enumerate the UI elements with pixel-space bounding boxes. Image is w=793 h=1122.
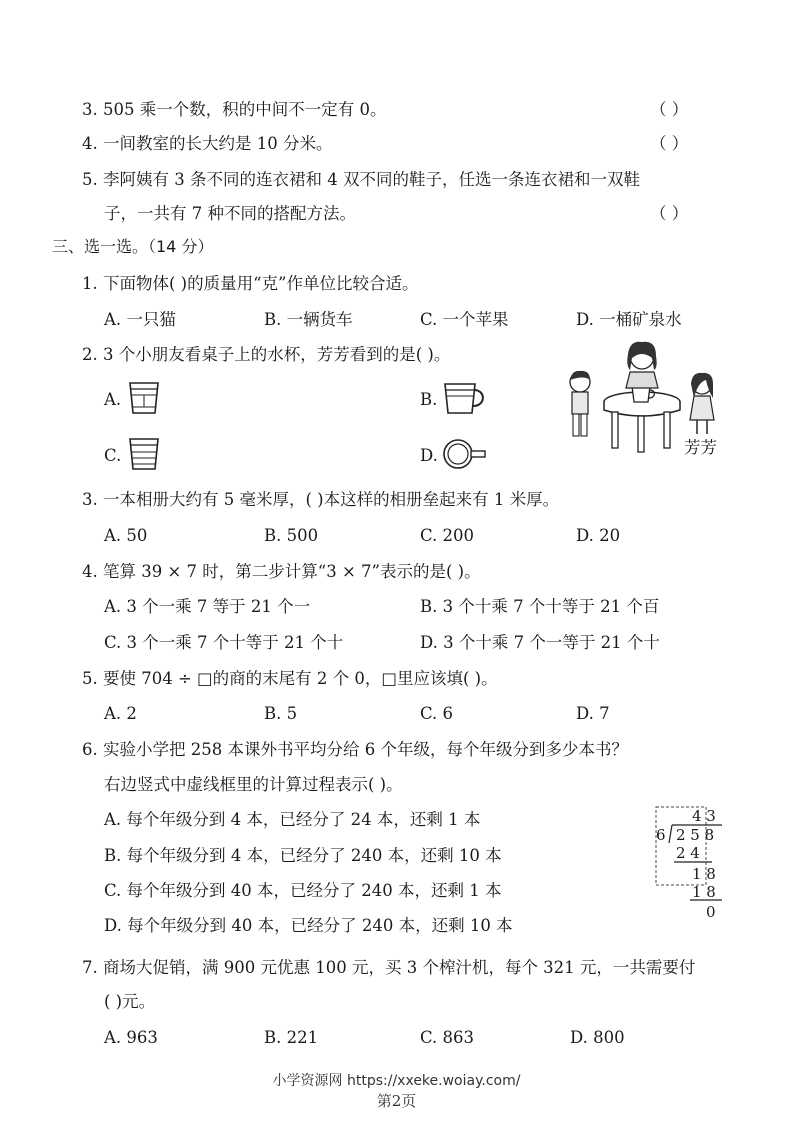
q2-option-a[interactable]: A. (104, 390, 122, 409)
q6-option-d[interactable]: D. 每个年级分到 40 本，已经分了 240 本，还剩 10 本 (104, 916, 513, 935)
q3-option-a[interactable]: A. 50 (104, 526, 148, 545)
q3-option-b[interactable]: B. 500 (264, 526, 319, 545)
q2-text: 2. 3 个小朋友看桌子上的水杯，芳芳看到的是( )。 (82, 345, 451, 364)
q7-text-line2: ( )元。 (104, 992, 156, 1011)
longdiv-divisor: 6 (656, 826, 666, 844)
longdiv-row-3: 1 8 (692, 883, 716, 901)
q3-option-c[interactable]: C. 200 (420, 526, 475, 545)
long-division-figure (650, 805, 730, 925)
q4-option-d[interactable]: D. 3 个十乘 7 个一等于 21 个十 (420, 633, 660, 652)
cup-top-view-icon (440, 436, 490, 472)
q7-option-a[interactable]: A. 963 (104, 1028, 158, 1047)
q6-option-b[interactable]: B. 每个年级分到 4 本，已经分了 240 本，还剩 10 本 (104, 846, 502, 865)
q3-text: 3. 一本相册大约有 5 毫米厚，( )本这样的相册垒起来有 1 米厚。 (82, 490, 560, 509)
answer-paren-q3[interactable]: （ ） (650, 100, 689, 119)
q1-option-a[interactable]: A. 一只猫 (104, 310, 176, 329)
judge-q5-line1: 5. 李阿姨有 3 条不同的连衣裙和 4 双不同的鞋子，任选一条连衣裙和一双鞋 (82, 170, 640, 189)
q7-option-c[interactable]: C. 863 (420, 1028, 475, 1047)
q1-option-c[interactable]: C. 一个苹果 (420, 310, 509, 329)
answer-paren-q4[interactable]: （ ） (650, 134, 689, 153)
q3-option-d[interactable]: D. 20 (576, 526, 621, 545)
q2-option-c[interactable]: C. (104, 446, 122, 465)
q5-option-d[interactable]: D. 7 (576, 704, 610, 723)
judge-q3: 3. 505 乘一个数，积的中间不一定有 0。 (82, 100, 387, 119)
q1-text: 1. 下面物体( )的质量用“克”作单位比较合适。 (82, 274, 419, 293)
q4-option-b[interactable]: B. 3 个十乘 7 个十等于 21 个百 (420, 597, 660, 616)
q6-option-c[interactable]: C. 每个年级分到 40 本，已经分了 240 本，还剩 1 本 (104, 881, 502, 900)
q1-option-d[interactable]: D. 一桶矿泉水 (576, 310, 682, 329)
longdiv-dividend: 2 5 8 (676, 826, 715, 844)
longdiv-row-2: 1 8 (692, 865, 716, 883)
q6-option-a[interactable]: A. 每个年级分到 4 本，已经分了 24 本，还剩 1 本 (104, 810, 481, 829)
longdiv-row-1: 2 4 (676, 844, 700, 862)
cup-stacked-view-icon (124, 436, 164, 472)
q5-text: 5. 要使 704 ÷ □的商的末尾有 2 个 0，□里应该填( )。 (82, 669, 498, 688)
q2-option-b[interactable]: B. (420, 390, 438, 409)
section-title: 三、选一选。（14 分） (52, 237, 214, 256)
page-number: 第2页 (376, 1092, 417, 1110)
q7-option-d[interactable]: D. 800 (570, 1028, 625, 1047)
cup-side-view-icon (124, 380, 164, 416)
longdiv-row-4: 0 (706, 903, 716, 921)
q2-option-d[interactable]: D. (420, 446, 438, 465)
q5-option-b[interactable]: B. 5 (264, 704, 298, 723)
judge-q5-line2: 子，一共有 7 种不同的搭配方法。 (104, 204, 356, 223)
q4-option-a[interactable]: A. 3 个一乘 7 等于 21 个一 (104, 597, 311, 616)
q4-option-c[interactable]: C. 3 个一乘 7 个十等于 21 个十 (104, 633, 344, 652)
judge-q4: 4. 一间教室的长大约是 10 分米。 (82, 134, 333, 153)
answer-paren-q5[interactable]: （ ） (650, 204, 689, 223)
q7-option-b[interactable]: B. 221 (264, 1028, 319, 1047)
long-division-lines (650, 805, 730, 925)
watermark-text: 小学资源网 https://xxeke.woiay.com/ (272, 1073, 521, 1089)
q1-option-b[interactable]: B. 一辆货车 (264, 310, 353, 329)
fangfang-caption: 芳芳 (684, 438, 717, 457)
q4-text: 4. 笔算 39 × 7 时，第二步计算“3 × 7”表示的是( )。 (82, 562, 481, 581)
q7-text-line1: 7. 商场大促销，满 900 元优惠 100 元，买 3 个榨汁机，每个 321 元，一共需要付 (82, 958, 696, 977)
q6-text-line1: 6. 实验小学把 258 本课外书平均分给 6 个年级，每个年级分到多少本书？ (82, 740, 628, 759)
q5-option-c[interactable]: C. 6 (420, 704, 454, 723)
mug-with-handle-icon (440, 380, 490, 416)
q5-option-a[interactable]: A. 2 (104, 704, 137, 723)
q6-text-line2: 右边竖式中虚线框里的计算过程表示( )。 (104, 775, 403, 794)
longdiv-quotient: 4 3 (692, 807, 716, 825)
